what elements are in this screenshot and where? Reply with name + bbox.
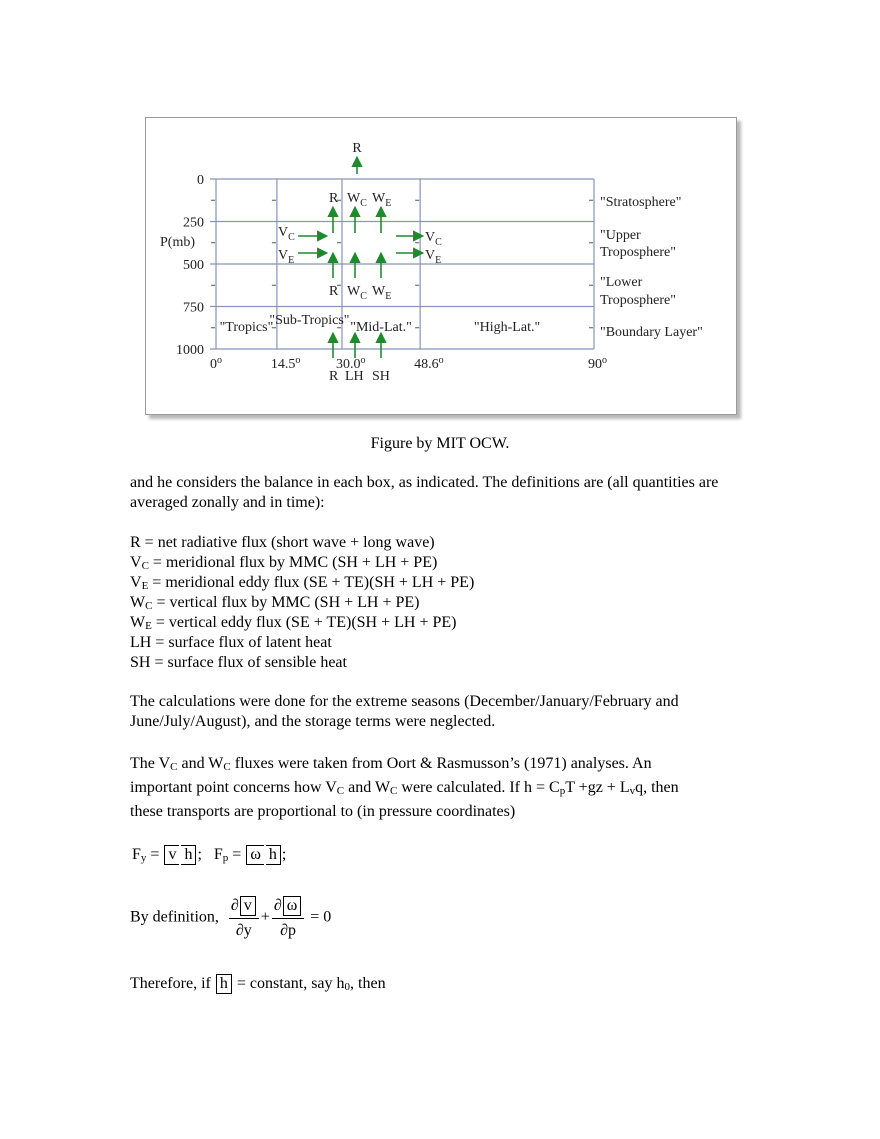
fraction-domega-dp: $\frac{\partial \omega}{\partial p}$ [272,896,304,940]
top-radiation-label: R [352,141,362,156]
paragraph-seasons: The calculations were done for the extreme seasons (December/January/February and June/July/August), and the storage terms were neglected. [130,693,679,730]
definition-lh: LH = surface flux of latent heat [130,634,332,651]
figure-caption: Figure by MIT OCW. [370,435,510,452]
pressure-tick-label: 0 [197,173,204,188]
layer-label-upper-2: Troposphere" [600,245,676,260]
latitude-tick-label: 14.5$^o$ [270,355,301,372]
layer-label-upper-1: "Upper [600,228,641,243]
definition-vc: $V_C$ = meridional flux by MMC (SH + LH + PE) [130,554,438,572]
definition-we: $W_E$ = vertical eddy flux (SE + TE)(SH + LH + PE) [130,614,457,632]
right-vc-label: $V_C$ [425,230,442,248]
mid-boundary-we-label: $W_E$ [372,284,392,302]
upper-boundary-we-label: $W_E$ [372,191,392,209]
transport-equations: $F_y = v$ h ; $F_p = \omega$ h ; [132,846,287,864]
definition-list [130,533,750,673]
definition-r: R = net radiative flux (short wave + long wave) [130,534,435,551]
pressure-tick-label: 250 [183,215,204,231]
paragraph-fluxes [130,752,750,824]
latitude-tick-label: 90$^o$ [588,355,607,372]
left-vc-label: $V_C$ [278,225,295,243]
surface-sh-label: SH [372,369,390,384]
pressure-tick-label: 1000 [176,343,204,358]
zone-label-midlat: "Mid-Lat." [350,320,412,335]
definition-sh: SH = surface flux of sensible heat [130,654,347,671]
figure-frame [145,117,737,415]
continuity-equation: By definition, $\frac{\partial v}{\partial y}$ + $\frac{\partial \omega}{\partial p}$ = 0 [130,897,332,939]
zone-label-highlat: "High-Lat." [473,320,541,335]
pressure-tick-label: 500 [183,258,204,273]
layer-label-lower-2: Troposphere" [600,293,676,308]
mid-boundary-wc-label: $W_C$ [347,284,367,302]
definition-ve: $V_E$ = meridional eddy flux (SE + TE)(SH + LH + PE) [130,574,475,592]
zone-label-subtropics: "Sub-Tropics" [269,313,350,328]
latitude-tick-label: 0$^o$ [210,355,222,372]
zone-label-tropics: "Tropics" [219,320,274,335]
surface-r-label: R [329,369,339,384]
fluxes-line-3: these transports are proportional to (in pressure coordinates) [130,803,516,820]
therefore-line: Therefore, if h = constant, say $h_0$, then [130,975,386,993]
definition-wc: $W_C$ = vertical flux by MMC (SH + LH + PE) [130,594,420,612]
fraction-dv-dy: $\frac{\partial v}{\partial y}$ [229,896,259,940]
pressure-tick-label: 750 [183,300,204,316]
layer-label-stratosphere: "Stratosphere" [600,195,682,210]
paragraph-intro: and he considers the balance in each box, as indicated. The definitions are (all quantities are averaged zonally and in time): [130,474,719,511]
latitude-tick-label: 30.0$^o$ [336,355,366,372]
left-ve-label: $V_E$ [278,248,295,266]
fluxes-line-2: important point concerns how $V_C$ and $W_C$ were calculated. If $h = C_pT +gz + L_vq$, then [130,779,679,797]
fluxes-line-1: The $V_C$ and $W_C$ fluxes were taken from Oort & Rasmusson’s (1971) analyses. An [130,755,652,773]
mid-boundary-r-label: R [329,284,339,299]
y-axis-label: P(mb) [160,235,195,250]
layer-label-lower-1: "Lower [600,275,643,290]
upper-boundary-r-label: R [329,191,339,206]
surface-lh-label: LH [345,369,364,384]
moist-static-energy-definition: $h = C_pT +gz + L_vq$, [523,779,648,797]
latitude-tick-label: 48.6$^o$ [414,355,444,372]
layer-label-boundary: "Boundary Layer" [600,325,703,340]
right-ve-label: $V_E$ [425,248,442,266]
upper-boundary-wc-label: $W_C$ [347,191,367,209]
energy-flux-box-diagram [146,118,736,414]
